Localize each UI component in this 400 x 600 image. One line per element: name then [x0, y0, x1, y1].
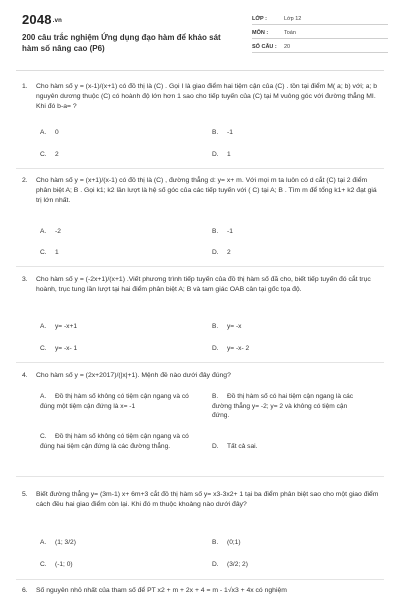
divider: [16, 579, 384, 580]
option-a[interactable]: A. y= -x+1: [40, 323, 77, 330]
option-b[interactable]: B. -1: [212, 228, 233, 235]
divider: [16, 266, 384, 267]
option-c[interactable]: C. y= -x- 1: [40, 345, 78, 352]
divider: [16, 168, 384, 169]
option-b[interactable]: B. -1: [212, 129, 233, 136]
option-b[interactable]: B. (0;1): [212, 539, 241, 546]
option-c[interactable]: C. (-1; 0): [40, 561, 73, 568]
option-c[interactable]: C. 1: [40, 249, 59, 256]
header-divider: [16, 70, 384, 71]
option-d[interactable]: D. 1: [212, 151, 231, 158]
option-d[interactable]: D. Tất cả sai.: [212, 443, 258, 450]
option-d[interactable]: D. 2: [212, 249, 231, 256]
question-text: Số nguyên nhỏ nhất của tham số để PT x2 + m + 2x + 4 = m - 1√x3 + 4x có nghiệm: [36, 587, 287, 594]
question-text: Cho hàm số y = (x-1)/(x+1) có đồ thị là (C) . Gọi I là giao điểm hai tiệm cận của (C) . tồn tại điểm M( a; b) với; a; b nguyên dương thuộc (C) có hoành độ lớn hơn 1 sao cho tiếp tuyến của (C) tại M vuông góc với đường thẳng MI. Khi đó b-a= ?: [36, 83, 378, 110]
option-d[interactable]: D. (3/2; 2): [212, 561, 248, 568]
option-c[interactable]: C. Đồ thị hàm số không có tiệm cận ngang và có đúng hai tiệm cận đứng là các đường thẳng.: [40, 433, 189, 450]
question-text: Cho hàm số y = (-2x+1)/(x+1) .Viết phương trình tiếp tuyến của đồ thị hàm số đã cho, biết tiếp tuyến đó cắt trục hoành, trục tung lần lượt tại hai điểm phân biệt A; B và tam giác OAB cân tại gốc tọa độ.: [36, 276, 371, 293]
option-d[interactable]: D. y= -x- 2: [212, 345, 250, 352]
option-a[interactable]: A. -2: [40, 228, 61, 235]
question-text: Biết đường thẳng y= (3m-1) x+ 6m+3 cắt đồ thị hàm số y= x3-3x2+ 1 tại ba điểm phân biệt sao cho một giao điểm cách đều hai giao điểm còn lại. Khi đó m thuộc khoảng nào dưới đây?: [36, 491, 379, 508]
site-logo[interactable]: 2048.vn: [22, 12, 63, 27]
option-c[interactable]: C. 2: [40, 151, 59, 158]
option-b[interactable]: B. Đồ thị hàm số có hai tiệm cận ngang là các đường thẳng y= -2; y= 2 và không có tiệm cận đứng.: [212, 393, 354, 419]
option-a[interactable]: A. Đồ thị hàm số không có tiệm cận ngang và có đúng một tiệm cận đứng là x= -1: [40, 393, 189, 410]
option-a[interactable]: A. 0: [40, 129, 59, 136]
option-b[interactable]: B. y= -x: [212, 323, 242, 330]
document-header: 2048.vn 200 câu trắc nghiệm Ứng dụng đạo hàm để khảo sát hàm số nâng cao (P6) LỚP : Lớp 12 MÔN : Toán SỐ CÂU : 20: [0, 0, 400, 66]
divider: [16, 362, 384, 363]
question-text: Cho hàm số y = (2x+2017)/(|x|+1). Mệnh đề nào dưới đây đúng?: [36, 372, 231, 379]
option-a[interactable]: A. (1; 3/2): [40, 539, 76, 546]
document-title: 200 câu trắc nghiệm Ứng dụng đạo hàm để khảo sát hàm số nâng cao (P6): [22, 33, 221, 53]
divider: [16, 476, 384, 477]
question-text: Cho hàm số y = (x+1)/(x-1) có đồ thị là (C) , đường thẳng d: y= x+ m. Với mọi m ta luôn có d cắt (C) tại 2 điểm phân biệt A; B . Gọi k1; k2 lần lượt là hệ số góc của các tiếp tuyến với ( C) tại A; B . Tìm m để tổng k1+ k2 đạt giá trị lớn nhất.: [36, 177, 377, 204]
